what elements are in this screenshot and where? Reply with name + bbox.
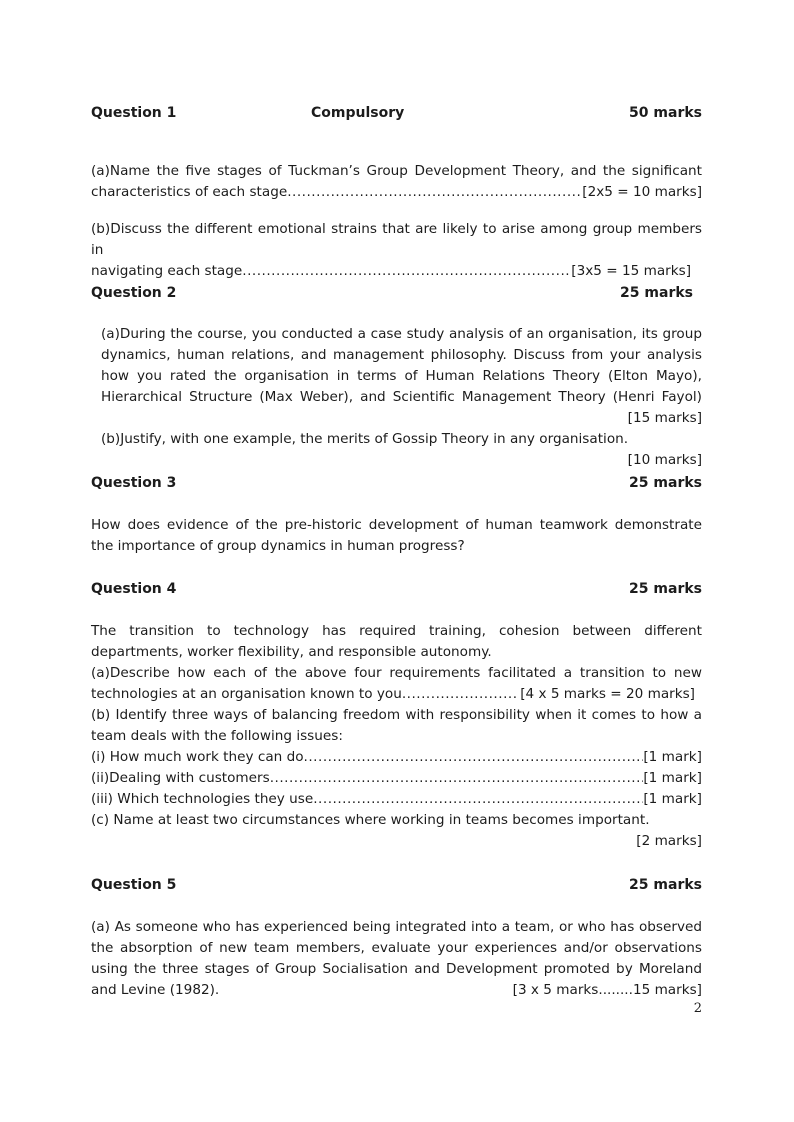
dot-leader xyxy=(242,261,571,282)
q4-item xyxy=(91,768,702,789)
q1-part-a xyxy=(91,161,702,203)
q4-intro-line1: The transition to technology has required training, cohesion between different xyxy=(91,623,702,639)
q5-last-line xyxy=(91,980,702,1001)
q4-b-line1: (b) Identify three ways of balancing freedom with responsibility when it comes to how a xyxy=(91,707,702,723)
q4-marks: 25 marks xyxy=(629,581,702,597)
dot-leader xyxy=(402,684,516,705)
q2-a-marks: [15 marks] xyxy=(627,410,702,426)
q4-item-marks: [1 mark] xyxy=(643,770,702,786)
q4-item-label: (ii)Dealing with customers xyxy=(91,770,270,786)
q2-a-line: Hierarchical Structure (Max Weber), and Scientific Management Theory (Henri Fayol) xyxy=(101,389,702,405)
dot-leader xyxy=(270,768,644,789)
q1-compulsory-label: Compulsory xyxy=(311,105,405,121)
q3-body xyxy=(91,515,702,557)
q4-a-line1: (a)Describe how each of the above four requirements facilitated a transition to new xyxy=(91,665,702,681)
q2-part-a xyxy=(101,324,702,471)
q4-item-label: (i) How much work they can do xyxy=(91,749,304,765)
q5-marks: 25 marks xyxy=(629,877,702,893)
q2-title: Question 2 xyxy=(91,285,177,301)
q4-item xyxy=(91,747,702,768)
q1-a-line2 xyxy=(91,182,702,203)
q2-marks: 25 marks xyxy=(620,285,693,301)
q3-line2: the importance of group dynamics in human progress? xyxy=(91,538,465,554)
q1-b-label: navigating each stage xyxy=(91,263,243,279)
q2-b-line: (b)Justify, with one example, the merits of Gossip Theory in any organisation. xyxy=(101,431,629,447)
q4-a-marks: [4 x 5 marks = 20 marks] xyxy=(515,686,695,702)
q4-b-line2: team deals with the following issues: xyxy=(91,728,343,744)
q2-b-marks: [10 marks] xyxy=(627,452,702,468)
q1-part-b xyxy=(91,219,702,282)
q3-line1: How does evidence of the pre-historic development of human teamwork demonstrate xyxy=(91,517,702,533)
q1-b-line2 xyxy=(91,261,691,282)
q1-a-marks: [2x5 = 10 marks] xyxy=(582,184,702,200)
q1-a-line1: (a)Name the five stages of Tuckman’s Group Development Theory, and the significant xyxy=(91,163,702,179)
q4-item xyxy=(91,789,702,810)
q1-marks: 50 marks xyxy=(629,105,702,121)
q2-a-line: how you rated the organisation in terms of Human Relations Theory (Elton Mayo), xyxy=(101,368,702,384)
q4-a-line2 xyxy=(91,684,695,705)
dot-leader xyxy=(313,789,643,810)
q5-last-left: and Levine (1982). xyxy=(91,982,220,998)
q5-line: using the three stages of Group Socialisation and Development promoted by Moreland xyxy=(91,961,702,977)
q4-item-marks: [1 mark] xyxy=(643,749,702,765)
q1-a-label: characteristics of each stage xyxy=(91,184,288,200)
q1-b-marks: [3x5 = 15 marks] xyxy=(571,263,691,279)
q2-a-line: (a)During the course, you conducted a case study analysis of an organisation, its group xyxy=(101,326,702,342)
q2-a-line: dynamics, human relations, and management philosophy. Discuss from your analysis xyxy=(101,347,702,363)
q3-title: Question 3 xyxy=(91,475,177,491)
q4-a-label: technologies at an organisation known to you xyxy=(91,686,402,702)
q4-item-label: (iii) Which technologies they use xyxy=(91,791,314,807)
q4-title: Question 4 xyxy=(91,581,177,597)
q5-line: (a) As someone who has experienced being integrated into a team, or who has observed xyxy=(91,919,702,935)
q5-last-marks: [3 x 5 marks........15 marks] xyxy=(512,982,702,998)
q4-c-marks: [2 marks] xyxy=(636,833,702,849)
q4-item-marks: [1 mark] xyxy=(643,791,702,807)
q1-title: Question 1 xyxy=(91,105,177,121)
q4-intro-line2: departments, worker flexibility, and responsible autonomy. xyxy=(91,644,492,660)
q1-b-line1: (b)Discuss the different emotional strains that are likely to arise among group members in xyxy=(91,221,702,258)
q4-c-line: (c) Name at least two circumstances where working in teams becomes important. xyxy=(91,812,650,828)
page-number: 2 xyxy=(693,1001,702,1016)
q4-body xyxy=(91,621,702,852)
dot-leader xyxy=(304,747,644,768)
q5-title: Question 5 xyxy=(91,877,177,893)
q3-marks: 25 marks xyxy=(629,475,702,491)
q5-body xyxy=(91,917,702,1001)
q5-line: the absorption of new team members, evaluate your experiences and/or observations xyxy=(91,940,702,956)
dot-leader xyxy=(287,182,582,203)
